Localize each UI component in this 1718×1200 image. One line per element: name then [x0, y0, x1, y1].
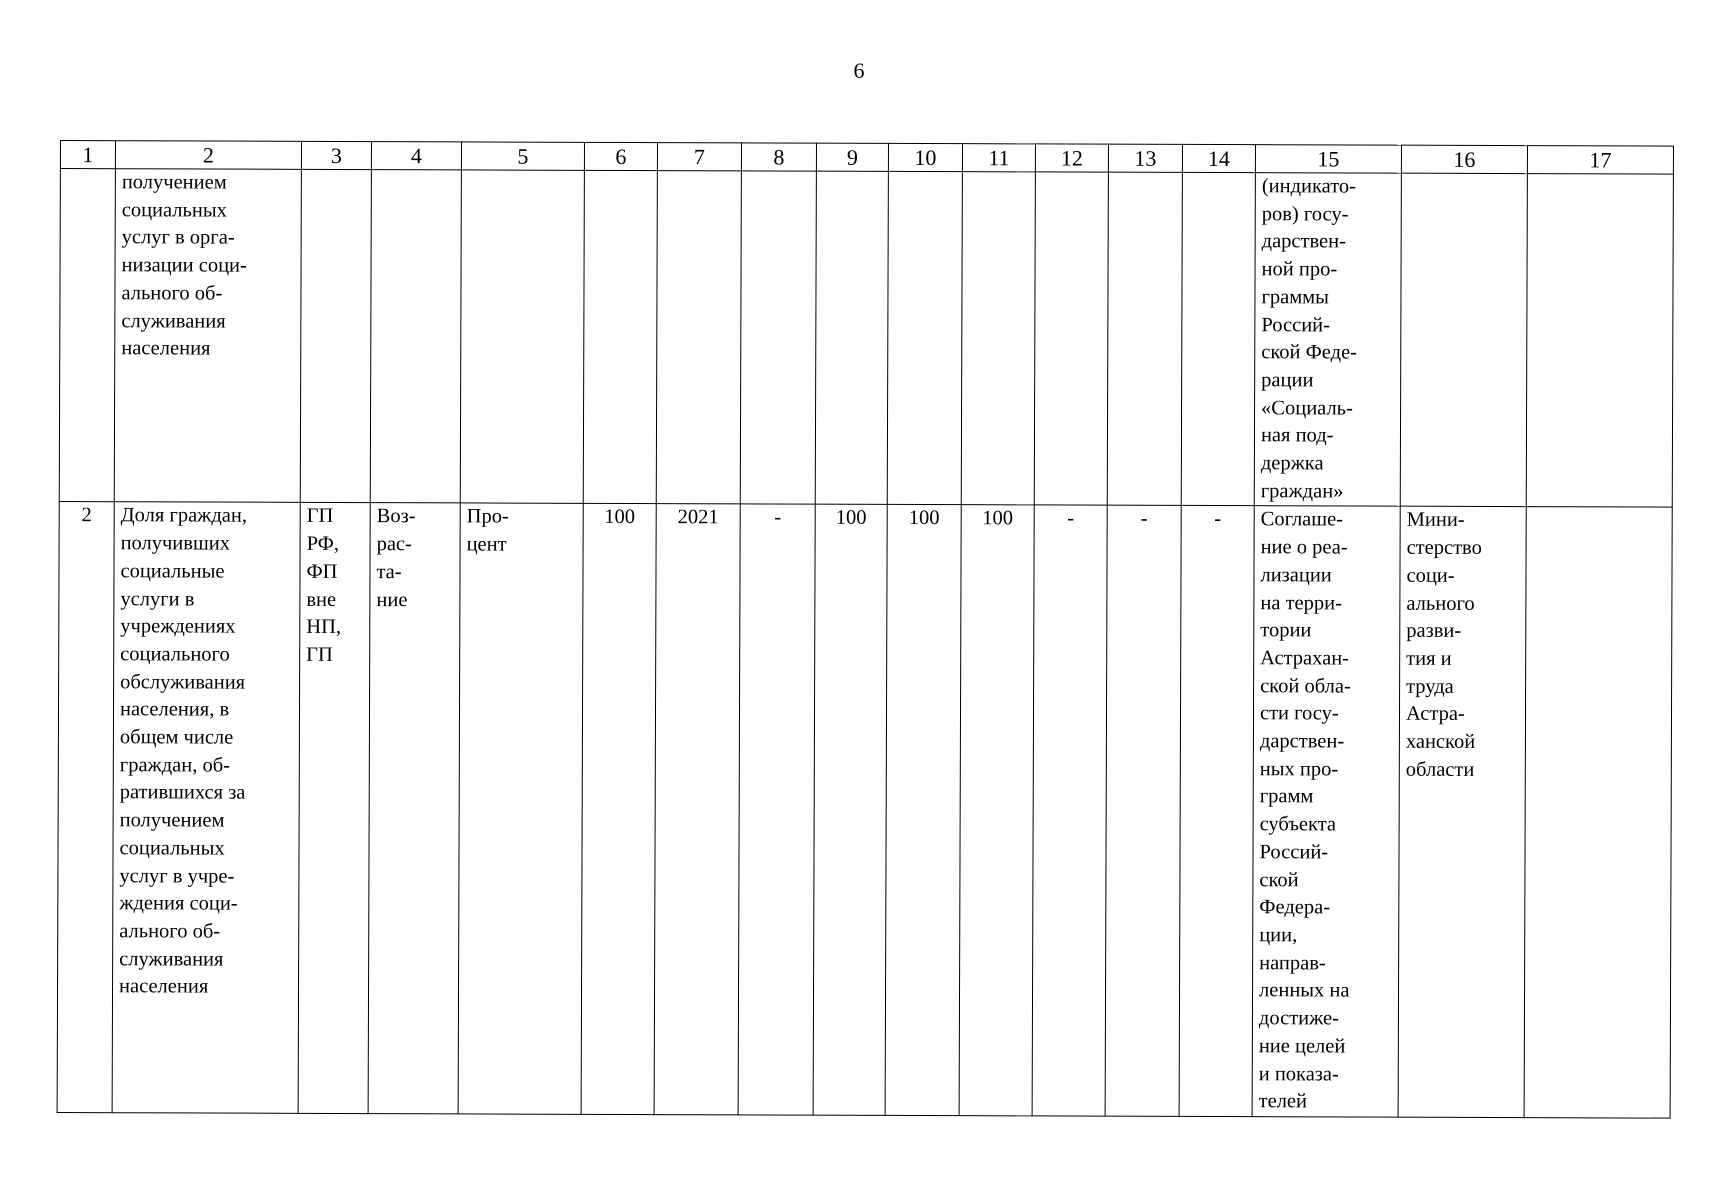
column-number-header: 8: [741, 143, 816, 171]
column-number-header: 15: [1255, 145, 1401, 174]
value-cell: 100: [959, 505, 1034, 1116]
basis-document-cell: (индикато- ров) госу- дарствен- ной про- граммы Россий- ской Феде- рации «Социаль- ная под- держка граждан»: [1254, 173, 1401, 507]
value-cell: 100: [813, 505, 887, 1116]
column-number-header: 14: [1182, 144, 1255, 172]
column-number-header: 1: [60, 141, 115, 169]
column-number-header: 2: [115, 141, 301, 170]
table-cell: [583, 170, 657, 504]
indicator-name-cell: Доля граждан, получивших социальные услуги в учреждениях социального обслуживания населения, в общем числе граждан, об- ратившихся за получением социальных услуг в учре- ждения соци- ального об- служивания населения: [112, 502, 300, 1113]
column-number-header: 6: [584, 142, 657, 170]
table-cell: [961, 172, 1035, 506]
value-cell: -: [1105, 506, 1181, 1117]
column-number-header: 16: [1401, 145, 1527, 173]
basis-document-cell: Соглаше- ние о реа- лизации на терри- тории Астрахан- ской обла- сти госу- дарствен- ных про- грамм субъекта Россий- ской Федера- ции, направ- ленных на достиже- ние целей и показа- телей: [1252, 506, 1400, 1117]
table-cell: [1400, 173, 1527, 507]
base-value-cell: 100: [581, 504, 656, 1115]
table-row-continuation: [59, 169, 1673, 508]
table-row-2: [57, 502, 1672, 1118]
table-cell: [656, 171, 741, 505]
indicator-level-cell: ГП РФ, ФП вне НП, ГП: [298, 503, 370, 1114]
column-number-header: 17: [1527, 146, 1673, 175]
row-number-cell: [59, 169, 115, 503]
page-number: 6: [853, 58, 865, 83]
value-cell: -: [1032, 505, 1107, 1116]
table-cell: [300, 169, 371, 503]
indicators-table: [57, 140, 1674, 1119]
table-cell: [1526, 174, 1673, 508]
value-cell: 100: [885, 505, 961, 1116]
column-number-header: 4: [371, 142, 461, 170]
column-number-header: 13: [1108, 144, 1182, 172]
column-number-header: 7: [657, 143, 741, 171]
value-cell: -: [1179, 506, 1254, 1117]
column-number-header: 5: [461, 142, 584, 170]
indicator-name-cell: получением социальных услуг в орга- низации соци- ального об- служивания населения: [114, 169, 301, 503]
table-cell: [370, 170, 461, 504]
indicator-trend-cell: Воз- рас- та- ние: [368, 503, 460, 1114]
row-number-cell: 2: [57, 502, 114, 1113]
column-number-header: 10: [888, 143, 962, 171]
table-cell: [887, 171, 962, 505]
responsible-body-cell: Мини- стерство соци- ального разви- тия и труда Астра- ханской области: [1398, 507, 1526, 1118]
unit-of-measure-cell: Про- цент: [458, 503, 583, 1114]
table-cell: [740, 171, 816, 505]
table-cell: [1034, 172, 1108, 506]
base-year-cell: 2021: [654, 504, 740, 1115]
table-cell: [1181, 172, 1255, 506]
table-cell: [1524, 507, 1672, 1118]
table-cell: [1107, 172, 1182, 506]
column-number-header: 12: [1035, 144, 1108, 172]
column-number-header: 11: [962, 144, 1035, 172]
table-cell: [815, 171, 888, 505]
table-cell: [460, 170, 584, 504]
value-cell: -: [738, 504, 815, 1115]
column-number-header: 3: [301, 141, 371, 169]
column-number-header: 9: [816, 143, 888, 171]
